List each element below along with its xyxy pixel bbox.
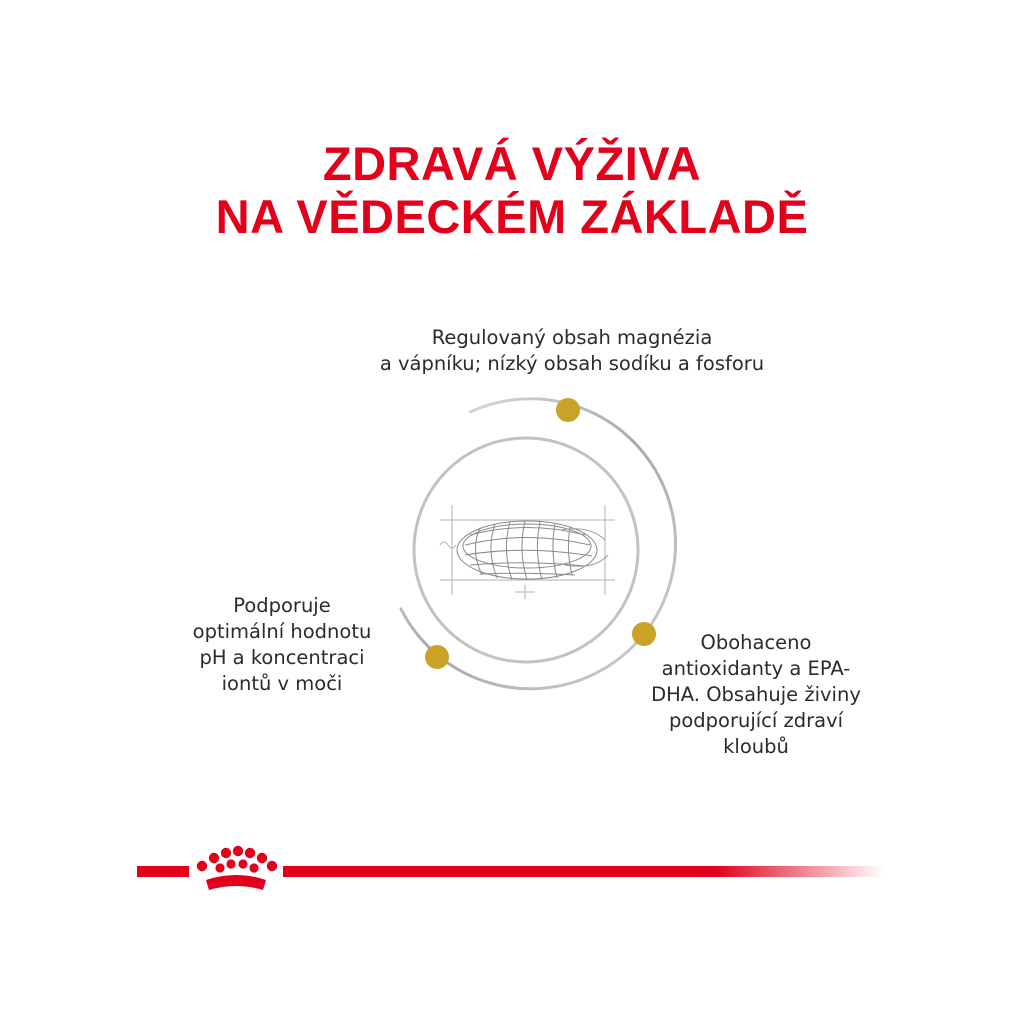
brand-bar-right: [283, 866, 884, 877]
feature-left-line: iontů v moči: [221, 672, 343, 695]
page-title-line-1: ZDRAVÁ VÝŽIVA: [322, 137, 702, 190]
feature-right-line: Obohaceno: [700, 631, 812, 654]
brand-bar-left: [137, 866, 189, 877]
feature-left: [160, 593, 404, 697]
feature-right-line: DHA. Obsahuje živiny: [651, 683, 861, 706]
feature-top-line: a vápníku; nízký obsah sodíku a fosforu: [379, 352, 765, 375]
feature-right-line: kloubů: [723, 735, 789, 758]
feature-left-line: Podporuje: [233, 594, 331, 617]
feature-top-line: Regulovaný obsah magnézia: [431, 326, 713, 349]
gold-marker-right: [632, 622, 656, 646]
outer-ring-arc: [401, 399, 676, 689]
feature-top: [312, 325, 832, 377]
brand-footer-bar: [0, 842, 1024, 902]
feature-right-line: antioxidanty a EPA-: [661, 657, 851, 680]
feature-left-line: optimální hodnotu: [192, 620, 372, 643]
gold-marker-left: [425, 645, 449, 669]
feature-left-line: pH a koncentraci: [199, 646, 365, 669]
kibble-sketch-icon: [440, 505, 615, 599]
feature-right-line: podporující zdraví: [668, 709, 844, 732]
kibble-diagram: [380, 380, 690, 710]
gold-marker-top: [556, 398, 580, 422]
crown-logo-icon: [197, 846, 277, 890]
page-title-line-2: NA VĚDECKÉM ZÁKLADĚ: [215, 190, 809, 243]
